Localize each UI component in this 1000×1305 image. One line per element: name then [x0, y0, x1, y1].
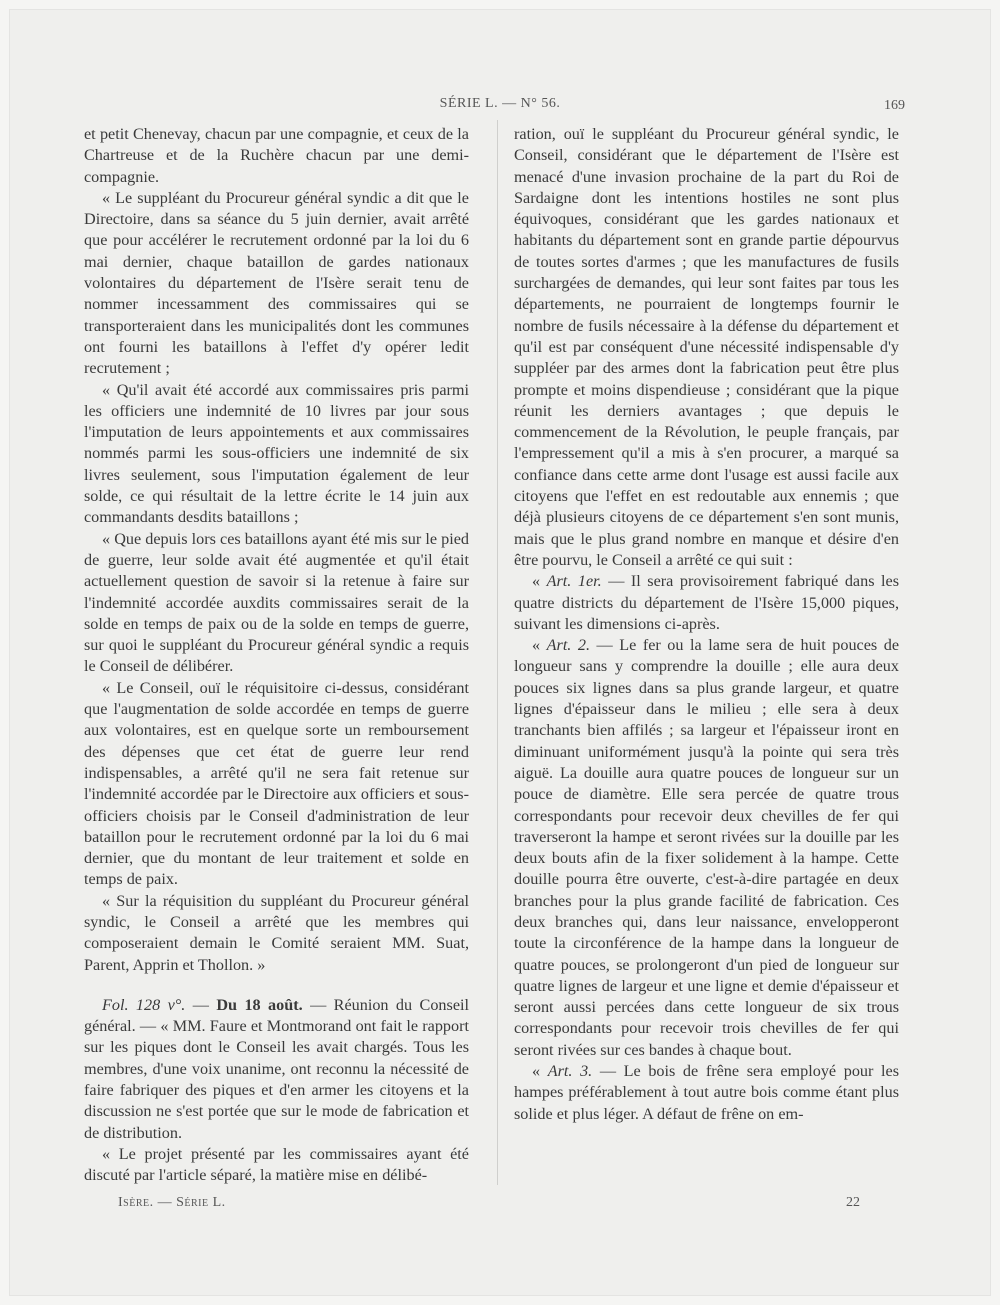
- paragraph: ration, ouï le suppléant du Procureur général syndic, le Conseil, considérant que le département de l'Isère est menacé d'une invasion prochaine de la part du Roi de Sardaigne dont les intentions hostiles ne sont plus équivoques, considérant que les gardes nationaux et habitants du département sont en grande partie dépourvus de toutes sortes d'armes ; que les manufactures de fusils surchargées de demandes, qui leur sont faites par tous les départements, ne pourraient de longtemps fournir le nombre de fusils nécessaire à la défense du département et qu'il est par conséquent d'une nécessité indispensable d'y suppléer par des armes dont la fabrication peut être plus prompte et moins dispendieuse ; considérant que la pique réunit les derniers avantages ; que depuis le commencement de la Révolution, le peuple français, par l'empressement qu'il a mis à s'en procurer, a marqué sa confiance dans cette arme dont l'usage est aussi facile aux citoyens que l'effet en est redoutable aux ennemis ; que déjà plusieurs citoyens de ce département s'en sont munis, mais que le plus grand nombre en manque et désire d'en être pourvu, le Conseil a arrêté ce qui suit :: [514, 125, 899, 569]
- page-footer: [0, 1195, 1000, 1219]
- date-title: Du 18 août.: [216, 995, 303, 1014]
- folio-reference: Fol. 128 v°.: [102, 995, 186, 1014]
- paragraph: « Sur la réquisition du suppléant du Procureur général syndic, le Conseil a arrêté que les membres qui composeraient demain le Comité seraient MM. Suat, Parent, Apprin et Thollon. »: [84, 891, 469, 974]
- article-text: — Le bois de frêne sera employé pour les hampes préférablement à tout autre bois comme étant plus solide et plus léger. A défaut de frêne on em-: [514, 1062, 900, 1123]
- article-label: Art. 2.: [546, 636, 591, 655]
- paragraph: et petit Chenevay, chacun par une compagnie, et ceux de la Chartreuse et de la Ruchère chacun par une demi-compagnie.: [84, 125, 469, 186]
- article-text: — Le fer ou la lame sera de huit pouces de longueur sans y comprendre la douille ; elle aura deux pouces six lignes dans sa plus grande largeur, et quatre lignes d'épaisseur dans le milieu ; elle sera à deux tranchants bien affilés ; sa largeur et l'épaisseur iront en diminuant uniformément jusqu'à la pointe qui sera très aiguë. La douille aura quatre pouces de longueur sur un pouce de diamètre. Elle sera percée de quatre trous correspondants pour recevoir deux chevilles de fer qui traverseront la hampe et seront rivées sur la douille par les deux bouts afin de la fixer solidement à la hampe. Cette douille pourra être ouverte, c'est-à-dire partagée en deux branches pour la plus grande facilité de fabrication. Ces deux branches qui, dans leur naissance, envelopperont toute la circonférence de la hampe dans la longueur de quatre pouces, se prolongeront d'un pied de longueur sur quatre lignes de largeur et une ligne et demie d'épaisseur et seront aussi percées dans cette longueur de six trous correspondants pour recevoir trois chevilles de fer qui seront rivées sur ces bandes à chaque bout.: [514, 636, 900, 1059]
- article-text: — Il sera provisoirement fabriqué dans les quatre districts du département de l'Isère 15,000 piques, suivant les dimensions ci-après.: [514, 572, 899, 633]
- paragraph: « Le projet présenté par les commissaires ayant été discuté par l'article séparé, la matière mise en délibé-: [84, 1144, 469, 1185]
- paragraph-text: — Réunion du Conseil général. — « MM. Faure et Montmorand ont fait le rapport sur les piques dont le Conseil les avait chargés. Tous les membres, d'une voix unanime, ont reconnu la nécessité de faire fabriquer des piques et d'en armer les citoyens et la discussion ne s'est portée que sur le mode de fabrication et de distribution.: [84, 995, 469, 1142]
- page-header: [0, 88, 1000, 118]
- article-label: Art. 1er.: [546, 572, 602, 591]
- page-number: 169: [884, 98, 905, 113]
- entry-paragraph: [84, 995, 469, 1144]
- column-divider: [497, 120, 498, 1185]
- dash: —: [185, 995, 217, 1014]
- paragraph: « Le suppléant du Procureur général syndic a dit que le Directoire, dans sa séance du 5 juin dernier, avait arrêté que pour accélérer le recrutement ordonné par la loi du 6 mai dernier, chaque bataillon de gardes nationaux volontaires du département de l'Isère serait tenu de nommer incessamment des commissaires qui se transporteraient dans les municipalités dont les communes ont fourni les bataillons à l'effet d'y opérer ledit recrutement ;: [84, 188, 469, 378]
- article-label: Art. 3.: [547, 1062, 593, 1081]
- article-paragraph: « Art. 2. — Le fer ou la lame sera de huit pouces de longueur sans y comprendre la douille ; elle aura deux pouces six lignes dans sa plus grande largeur, et quatre lignes d'épaisseur dans le milieu ; elle sera à deux tranchants bien affilés ; sa largeur et l'épaisseur iront en diminuant uniformément jusqu'à la pointe qui sera très aiguë. La douille aura quatre pouces de longueur sur un pouce de diamètre. Elle sera percée de quatre trous correspondants pour recevoir deux chevilles de fer qui traverseront la hampe et seront rivées sur la douille par les deux bouts afin de la fixer solidement à la hampe. Cette douille pourra être ouverte, c'est-à-dire partagée en deux branches pour la plus grande facilité de fabrication. Ces deux branches qui, dans leur naissance, envelopperont toute la circonférence de la hampe dans la longueur de quatre pouces, se prolongeront d'un pied de longueur sur quatre lignes de largeur et une ligne et demie d'épaisseur et seront aussi percées dans cette longueur de six trous correspondants pour recevoir trois chevilles de fer qui seront rivées sur ces bandes à chaque bout.: [514, 636, 900, 1059]
- article-paragraph: « Art. 1er. — Il sera provisoirement fabriqué dans les quatre districts du département de l'Isère 15,000 piques, suivant les dimensions ci-après.: [514, 572, 899, 633]
- signature-mark: 22: [846, 1195, 860, 1210]
- paragraph: « Qu'il avait été accordé aux commissaires pris parmi les officiers une indemnité de 10 livres par jour sous l'imputation de leurs appointements et aux commissaires nommés parmi les sous-officiers une indemnité de six livres seulement, sous l'imputation également de leur solde, ce qui résultait de la lettre écrite le 14 juin aux commandants desdits bataillons ;: [84, 380, 469, 527]
- running-title: SÉRIE L. — N° 56.: [439, 96, 561, 111]
- paragraph: « Que depuis lors ces bataillons ayant été mis sur le pied de guerre, leur solde avait été augmentée et qu'il était actuellement question de savoir si la retenue à faire sur l'indemnité accordée auxdits commissaires serait de la solde en temps de paix ou de la solde en temps de guerre, sur quoi le suppléant du Procureur général syndic a requis le Conseil de délibérer.: [84, 529, 469, 676]
- left-column: [84, 124, 469, 1187]
- paragraph: « Le Conseil, ouï le réquisitoire ci-dessus, considérant que l'augmentation de solde accordée en temps de guerre aux volontaires, est en quelque sorte un remboursement des dépenses que cet état de guerre leur rend indispensables, a arrêté qu'il ne sera fait retenue sur l'indemnité accordée par le Directoire aux officiers et sous-officiers choisis par le Conseil d'administration de leur bataillon pour le recrutement ordonné par la loi du 6 mai dernier, que du montant de leur traitement et solde en temps de paix.: [84, 678, 469, 889]
- footer-series: Isère. — Série L.: [118, 1195, 226, 1210]
- right-column: [514, 124, 899, 1125]
- article-paragraph: « Art. 3. — Le bois de frêne sera employé pour les hampes préférablement à tout autre bois comme étant plus solide et plus léger. A défaut de frêne on em-: [514, 1062, 900, 1123]
